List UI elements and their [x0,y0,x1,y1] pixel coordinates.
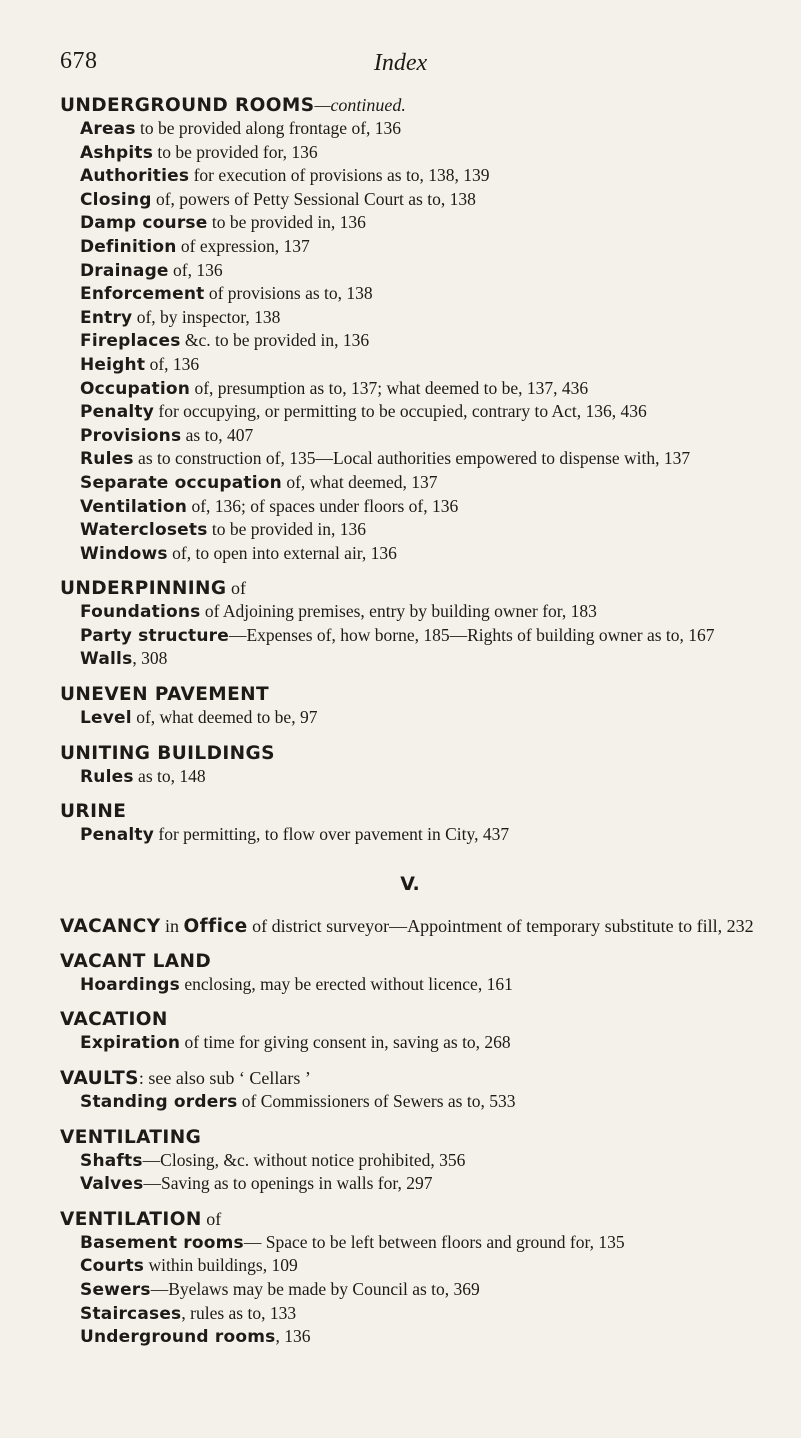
index-entry [60,1325,760,1349]
heading-suffix: —continued. [314,95,406,115]
entry-term: Authorities [80,166,190,187]
index-entry [60,624,760,648]
entry-text: as to construction of, 135—Local authorities empowered to dispense with, 137 [133,448,691,469]
entry-term: Damp course [80,213,208,234]
entry-text: of, what deemed, 137 [281,471,438,492]
index-entry [60,765,760,789]
entry-text: of, what deemed to be, 97 [131,707,318,728]
index-entry [60,1254,760,1278]
index-section [60,1008,760,1055]
index-section [60,683,760,730]
entry-text: — Space to be left between floors and ground for, 135 [243,1231,625,1252]
entry-text: —Saving as to openings in walls for, 297 [143,1173,433,1194]
entry-term: Definition [80,236,177,257]
entry-term: Rules [80,766,134,787]
heading-text: VACANT LAND [60,950,212,972]
inline-text: in [160,915,184,936]
index-section [60,1067,760,1114]
heading-text: VAULTS [60,1068,139,1090]
entry-text: of, 136; of spaces under floors of, 136 [187,495,459,516]
heading-suffix: : see also sub ‘ Cellars ’ [138,1068,311,1089]
entry-term: Ashpits [80,142,154,163]
index-entry [60,400,760,424]
entry-term: Party structure [80,625,229,646]
entry-term: Height [80,354,146,375]
entry-term: Valves [80,1174,144,1195]
entry-text: as to, 407 [181,424,254,445]
index-entry [60,471,760,495]
heading-text: VACATION [60,1009,168,1031]
entry-term: Basement rooms [80,1232,244,1253]
entry-text: within buildings, 109 [144,1255,298,1276]
entry-term: Sewers [80,1280,151,1300]
index-entry [60,164,760,188]
index-entry [60,1278,760,1302]
entry-term: Areas [80,119,136,139]
index-section [60,94,760,565]
entry-text: of, presumption as to, 137; what deemed to be, 137, 436 [190,377,589,398]
entry-term: Entry [80,307,133,328]
entry-text: of, 136 [168,259,223,280]
index-heading [60,915,760,938]
heading-text: UNITING BUILDINGS [60,742,275,764]
entry-term: Windows [80,543,168,564]
index-entry [60,600,760,624]
entry-term: Ventilation [80,496,188,517]
entry-text: —Closing, &c. without notice prohibited, 356 [142,1149,466,1170]
index-heading [60,800,760,823]
index-section [60,742,760,789]
entry-term: Drainage [80,260,169,281]
page-number: 678 [60,48,98,74]
entry-text: for occupying, or permitting to be occupied, contrary to Act, 136, 436 [154,401,647,422]
index-entry [60,282,760,306]
index-entry [60,117,760,141]
index-heading [60,742,760,765]
entry-term: Hoardings [80,974,180,995]
entry-text: enclosing, may be erected without licence, 161 [179,973,513,994]
index-entry [60,424,760,448]
heading-text: VENTILATING [60,1126,202,1148]
index-heading [60,94,760,117]
index-entry [60,235,760,259]
entry-term: Penalty [80,825,154,846]
entry-text: for permitting, to flow over pavement in City, 437 [154,824,510,845]
entry-text: of, to open into external air, 136 [167,542,397,563]
entry-text: , 136 [275,1326,311,1347]
index-heading [60,1126,760,1149]
index-entry [60,188,760,212]
index-section [60,915,760,938]
running-head: Index [373,50,428,76]
index-entry [60,647,760,671]
entry-term: Occupation [80,378,191,399]
index-entry [60,1231,760,1255]
heading-suffix: of [226,578,247,599]
index-entry [60,495,760,519]
entry-term: Courts [80,1256,145,1277]
index-section [60,800,760,847]
index-entry [60,377,760,401]
heading-text: UNDERPINNING [60,578,227,600]
entry-text: —Expenses of, how borne, 185—Rights of building owner as to, 167 [228,624,715,645]
index-entry [60,329,760,353]
index-entry [60,1172,760,1196]
heading-suffix: of [201,1208,222,1229]
entry-text: , rules as to, 133 [181,1302,297,1323]
entry-text: to be provided in, 136 [207,212,366,233]
entry-term: Closing [80,189,152,210]
entry-term: Foundations [80,602,201,623]
index-entry [60,211,760,235]
index-heading [60,1067,760,1090]
entry-term: Separate occupation [80,472,282,493]
index-entry [60,1031,760,1055]
heading-text: UNEVEN PAVEMENT [60,684,270,706]
entry-term: Walls [80,649,133,670]
heading-text: VACANCY [60,915,161,937]
entry-text: —Byelaws may be made by Council as to, 369 [150,1279,480,1299]
index-entry [60,259,760,283]
entry-term: Provisions [80,425,182,446]
entry-text: of, 136 [145,353,200,374]
index-entry [60,1302,760,1326]
entry-text: to be provided along frontage of, 136 [135,118,402,138]
entry-term: Shafts [80,1150,143,1171]
entry-text: , 308 [132,648,168,669]
entry-text: of expression, 137 [176,235,310,256]
entry-term: Fireplaces [80,331,181,352]
index-entry [60,973,760,997]
index-section [60,950,760,997]
entry-term: Level [80,708,132,729]
index-entry [60,447,760,471]
inline-text: of district surveyor—Appointment of temporary substitute to fill, 232 [247,915,754,936]
entry-term: Staircases [80,1303,182,1324]
entry-text: of, powers of Petty Sessional Court as to, 138 [151,188,476,209]
index-entry [60,706,760,730]
entry-term: Rules [80,449,134,470]
section-letter: V. [400,872,420,895]
heading-text: UNDERGROUND ROOMS [60,95,315,116]
index-section [60,1208,760,1349]
index-entry [60,306,760,330]
entry-text: of, by inspector, 138 [132,306,281,327]
entry-term: Expiration [80,1033,181,1054]
index-section [60,1126,760,1196]
inline-term: Office [183,915,248,937]
entry-text: to be provided in, 136 [207,519,366,540]
index-heading [60,577,760,600]
index-heading [60,1008,760,1031]
heading-text: VENTILATION [60,1208,202,1230]
index-entry [60,518,760,542]
entry-term: Enforcement [80,284,205,305]
entry-text: to be provided for, 136 [153,141,318,162]
entry-term: Standing orders [80,1092,238,1113]
index-entry [60,542,760,566]
index-heading [60,1208,760,1231]
index-heading [60,950,760,973]
index-content [60,94,760,1349]
index-entry [60,1090,760,1114]
index-entry [60,353,760,377]
entry-text: of Commissioners of Sewers as to, 533 [237,1091,516,1112]
index-heading [60,683,760,706]
index-entry [60,823,760,847]
entry-text: for execution of provisions as to, 138, 139 [189,165,490,186]
entry-text: &c. to be provided in, 136 [180,330,370,351]
entry-term: Waterclosets [80,520,208,541]
index-entry [60,1149,760,1173]
heading-text: URINE [60,801,127,823]
index-section [60,577,760,671]
entry-text: as to, 148 [133,765,206,786]
entry-term: Underground rooms [80,1327,276,1348]
index-entry [60,141,760,165]
entry-text: of Adjoining premises, entry by building owner for, 183 [200,601,597,622]
entry-text: of provisions as to, 138 [204,283,373,304]
entry-text: of time for giving consent in, saving as to, 268 [180,1032,511,1053]
entry-term: Penalty [80,402,154,423]
